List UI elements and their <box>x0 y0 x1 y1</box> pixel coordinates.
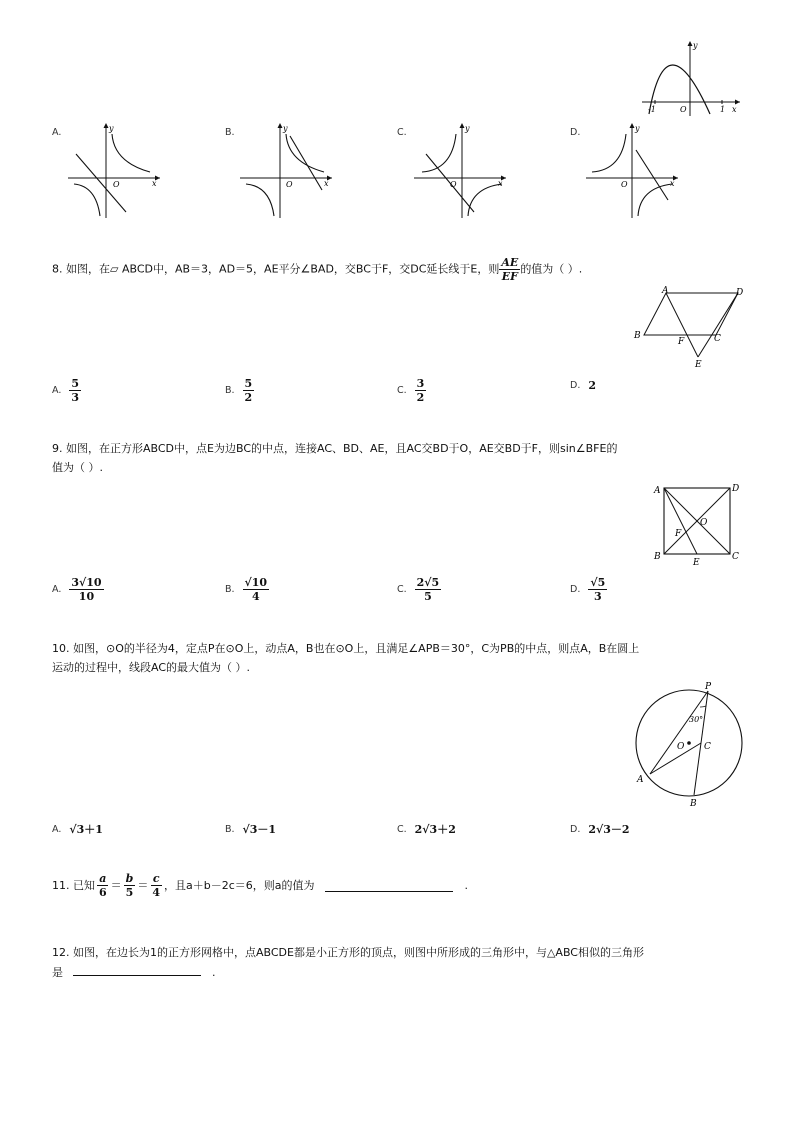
q7-a-origin-label: O <box>113 180 120 189</box>
q8-option-c-den: 2 <box>416 391 425 404</box>
q10-option-d[interactable] <box>570 821 630 837</box>
q7-option-d-graph[interactable] <box>584 120 680 220</box>
q10-figure <box>628 680 748 810</box>
q9-option-d-label: D. <box>570 584 581 595</box>
q9-option-c-label: C. <box>397 584 407 595</box>
q9-option-c[interactable] <box>397 576 441 603</box>
q11-question <box>52 872 468 899</box>
q11-answer-blank[interactable] <box>325 879 453 892</box>
q12-line2-prefix: 是 <box>52 966 63 979</box>
q9-label-b: B <box>654 552 661 562</box>
q8-label-f: F <box>678 337 685 347</box>
q8-option-b-den: 2 <box>244 391 253 404</box>
q7-reference-graph <box>640 38 745 118</box>
q7-b-y-label: y <box>283 124 288 133</box>
q10-label-angle: 30° <box>689 715 704 724</box>
q9-label-e: E <box>693 558 700 568</box>
q11-f1-num: a <box>99 872 107 885</box>
q8-option-b-num: 5 <box>244 377 253 390</box>
q10-option-a[interactable] <box>52 821 103 837</box>
q7-option-b-graph[interactable] <box>238 120 334 220</box>
q11-fraction-b <box>124 872 136 899</box>
q7-d-origin-label: O <box>621 180 628 189</box>
q10-label-b: B <box>690 799 697 809</box>
q10-label-o: O <box>677 742 685 752</box>
q7-d-x-label: x <box>670 179 675 188</box>
q8-label-c: C <box>714 334 721 344</box>
q9-option-a[interactable] <box>52 576 104 603</box>
q7-option-b-label: B. <box>225 127 235 138</box>
q8-option-b[interactable] <box>225 377 254 404</box>
q7-ref-one-label: 1 <box>720 105 726 114</box>
q9-option-b-label: B. <box>225 584 235 595</box>
q10-option-b[interactable] <box>225 821 276 837</box>
q11-eq-2: ＝ <box>137 878 149 892</box>
q11-f2-den: 5 <box>125 886 134 899</box>
q8-fraction <box>499 256 520 283</box>
q10-option-c-value: 2√3＋2 <box>414 823 456 836</box>
q7-c-x-label: x <box>498 179 503 188</box>
q7-option-a-graph[interactable] <box>66 120 162 220</box>
q7-option-c-graph[interactable] <box>412 120 508 220</box>
q9-option-a-label: A. <box>52 584 62 595</box>
q11-middle: ，且a＋b－2c＝6，则a的值为 <box>164 878 315 892</box>
q7-option-d-label: D. <box>570 127 581 138</box>
q8-label-a: A <box>662 286 669 296</box>
q10-question-line2: 运动的过程中，线段AC的最大值为（ ）. <box>52 661 251 674</box>
q9-option-b-den: 4 <box>251 590 260 603</box>
q9-option-b[interactable] <box>225 576 269 603</box>
q7-ref-x-label: x <box>732 105 737 114</box>
q7-ref-neg-one-label: -1 <box>648 105 656 114</box>
q8-option-c[interactable] <box>397 377 426 404</box>
q9-label-o: O <box>700 518 708 528</box>
q8-text-post: 的值为（ ）. <box>520 262 583 276</box>
q10-label-c: C <box>704 742 711 752</box>
q8-label-b: B <box>634 331 641 341</box>
q8-option-d-value: 2 <box>588 379 596 392</box>
q9-option-c-den: 5 <box>424 590 432 603</box>
q8-question <box>52 256 582 283</box>
q9-label-d: D <box>732 484 740 494</box>
q8-option-a-num: 5 <box>71 377 80 390</box>
q11-eq-1: ＝ <box>110 878 122 892</box>
q7-c-y-label: y <box>465 124 470 133</box>
q7-option-c-label: C. <box>397 127 407 138</box>
q11-f3-num: c <box>152 872 160 885</box>
q12-question-line2 <box>52 963 216 982</box>
q9-option-d[interactable] <box>570 576 607 603</box>
q11-f3-den: 4 <box>152 886 161 899</box>
q9-option-c-num: 2√5 <box>416 576 440 589</box>
q8-option-a-label: A. <box>52 385 62 396</box>
q8-text-pre: 8. 如图，在▱ ABCD中，AB＝3，AD＝5，AE平分∠BAD，交BC于F，交DC延长线于E，则 <box>52 262 500 276</box>
q10-label-p: P <box>705 682 712 692</box>
q9-option-d-den: 3 <box>593 590 602 603</box>
q8-frac-num: AE <box>501 256 519 269</box>
q10-question-line1: 10. 如图，⊙O的半径为4，定点P在⊙O上，动点A，B也在⊙O上，且满足∠APB＝30°，C为PB的中点，则点A，B在圆上 <box>52 642 640 655</box>
q12-question-line1: 12. 如图，在边长为1的正方形网格中，点ABCDE都是小正方形的顶点，则图中所形成的三角形中，与△ABC相似的三角形 <box>52 946 644 959</box>
q7-d-y-label: y <box>635 124 640 133</box>
q9-question-line1: 9. 如图，在正方形ABCD中，点E为边BC的中点，连接AC、BD、AE，且AC交BD于O，AE交BD于F，则sin∠BFE的 <box>52 442 618 455</box>
q7-a-y-label: y <box>109 124 114 133</box>
q10-option-d-value: 2√3－2 <box>588 823 630 836</box>
q9-figure <box>650 480 750 570</box>
q8-frac-den: EF <box>501 270 518 283</box>
q10-option-c-label: C. <box>397 823 407 835</box>
q8-option-a[interactable] <box>52 377 81 404</box>
q8-label-e: E <box>695 360 702 370</box>
q9-option-d-num: √5 <box>590 576 606 589</box>
q8-label-d: D <box>736 288 744 298</box>
q10-option-b-label: B. <box>225 823 235 835</box>
q9-option-a-den: 10 <box>78 590 95 603</box>
q9-option-a-num: 3√10 <box>71 576 102 589</box>
q8-option-c-num: 3 <box>416 377 425 390</box>
q7-c-origin-label: O <box>450 180 457 189</box>
q12-answer-blank[interactable] <box>73 963 201 976</box>
q9-label-a: A <box>654 486 661 496</box>
q8-figure <box>630 285 750 370</box>
q11-prefix: 11. 已知 <box>52 878 95 892</box>
q9-option-b-num: √10 <box>244 576 268 589</box>
q11-suffix: . <box>464 878 469 892</box>
q8-option-d-label: D. <box>570 380 581 391</box>
q8-option-d[interactable] <box>570 379 596 392</box>
q10-option-c[interactable] <box>397 821 456 837</box>
q7-b-x-label: x <box>324 179 329 188</box>
q9-label-c: C <box>732 552 739 562</box>
q10-option-b-value: √3－1 <box>242 823 277 836</box>
q9-label-f: F <box>675 529 682 539</box>
q7-option-a-label: A. <box>52 127 62 138</box>
q11-fraction-a <box>97 872 109 899</box>
q7-a-x-label: x <box>152 179 157 188</box>
q11-f2-num: b <box>125 872 134 885</box>
q7-ref-y-label: y <box>693 41 698 50</box>
q7-b-origin-label: O <box>286 180 293 189</box>
q9-question-line2: 值为（ ）. <box>52 461 103 474</box>
q10-option-a-label: A. <box>52 823 62 835</box>
q7-ref-origin-label: O <box>680 105 687 114</box>
q8-option-c-label: C. <box>397 385 407 396</box>
q12-line2-suffix: . <box>212 966 216 979</box>
q11-fraction-c <box>150 872 162 899</box>
q10-label-a: A <box>637 775 644 785</box>
q8-option-b-label: B. <box>225 385 235 396</box>
q10-option-d-label: D. <box>570 823 581 835</box>
q11-f1-den: 6 <box>99 886 107 899</box>
q10-option-a-value: √3＋1 <box>69 823 103 836</box>
q8-option-a-den: 3 <box>71 391 80 404</box>
